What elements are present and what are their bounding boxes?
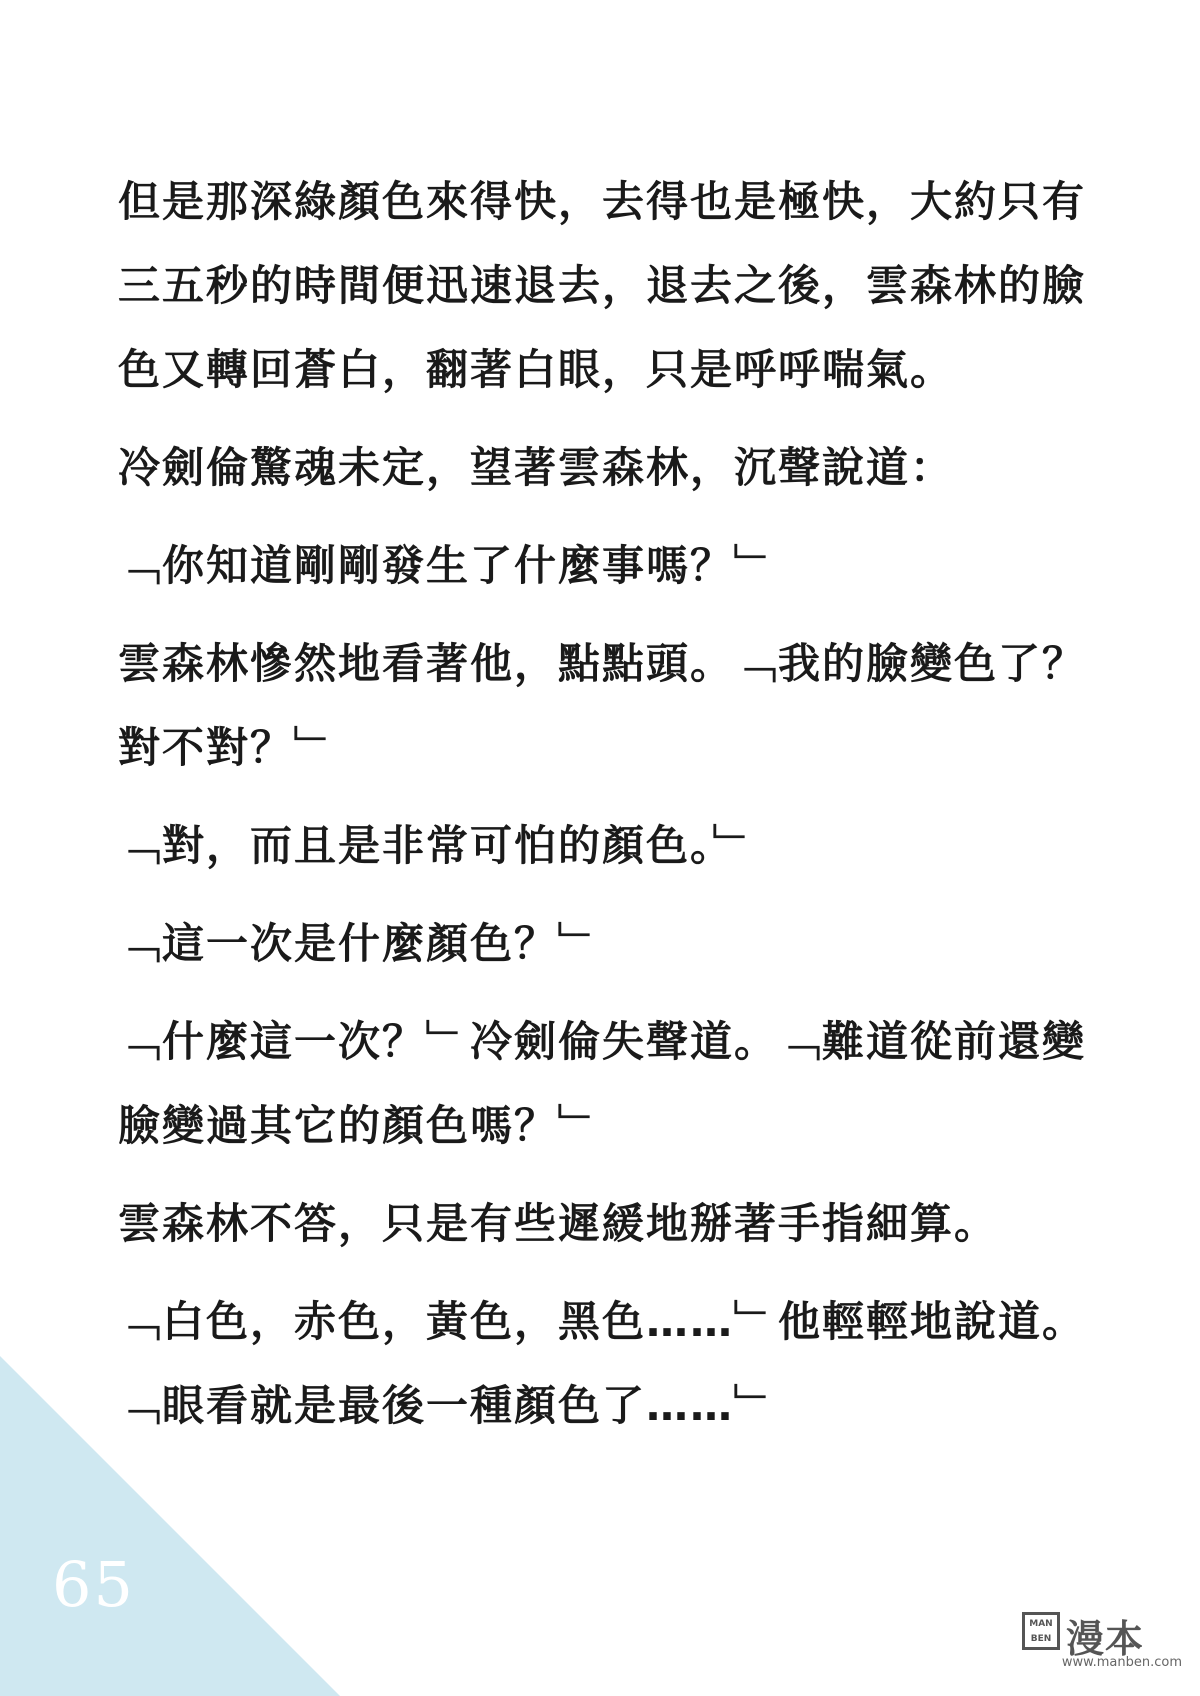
paragraph: ﹁對，而且是非常可怕的顏色。﹂: [118, 821, 758, 870]
paragraph: 雲森林不答，只是有些遲緩地掰著手指細算。: [118, 1199, 999, 1248]
paragraph: ﹁白色，赤色，黃色，黑色……﹂他輕輕地說道。﹁眼看就是最後一種顏色了……﹂: [118, 1297, 1087, 1430]
paragraph: 雲森林慘然地看著他，點點頭。﹁我的臉變色了？對不對？﹂: [118, 639, 1087, 772]
body-text: [118, 160, 1088, 1462]
logo-chars: 漫本: [1066, 1617, 1145, 1661]
paragraph: 冷劍倫驚魂未定，望著雲森林，沉聲說道：: [118, 443, 955, 492]
paragraph: ﹁你知道剛剛發生了什麼事嗎？﹂: [118, 541, 779, 590]
paragraph: 但是那深綠顏色來得快，去得也是極快，大約只有三五秒的時間便迅速退去，退去之後，雲森林的臉色又轉回蒼白，翻著白眼，只是呼呼喘氣。: [118, 177, 1087, 394]
page-number: 65: [52, 1548, 135, 1621]
logo-box: MAN BEN: [1022, 1612, 1060, 1650]
paragraph: ﹁這一次是什麼顏色？﹂: [118, 919, 603, 968]
paragraph: ﹁什麼這一次？﹂冷劍倫失聲道。﹁難道從前還變臉變過其它的顏色嗎？﹂: [118, 1017, 1087, 1150]
logo-url: www.manben.com: [1061, 1655, 1182, 1670]
watermark-logo: [1022, 1608, 1182, 1668]
